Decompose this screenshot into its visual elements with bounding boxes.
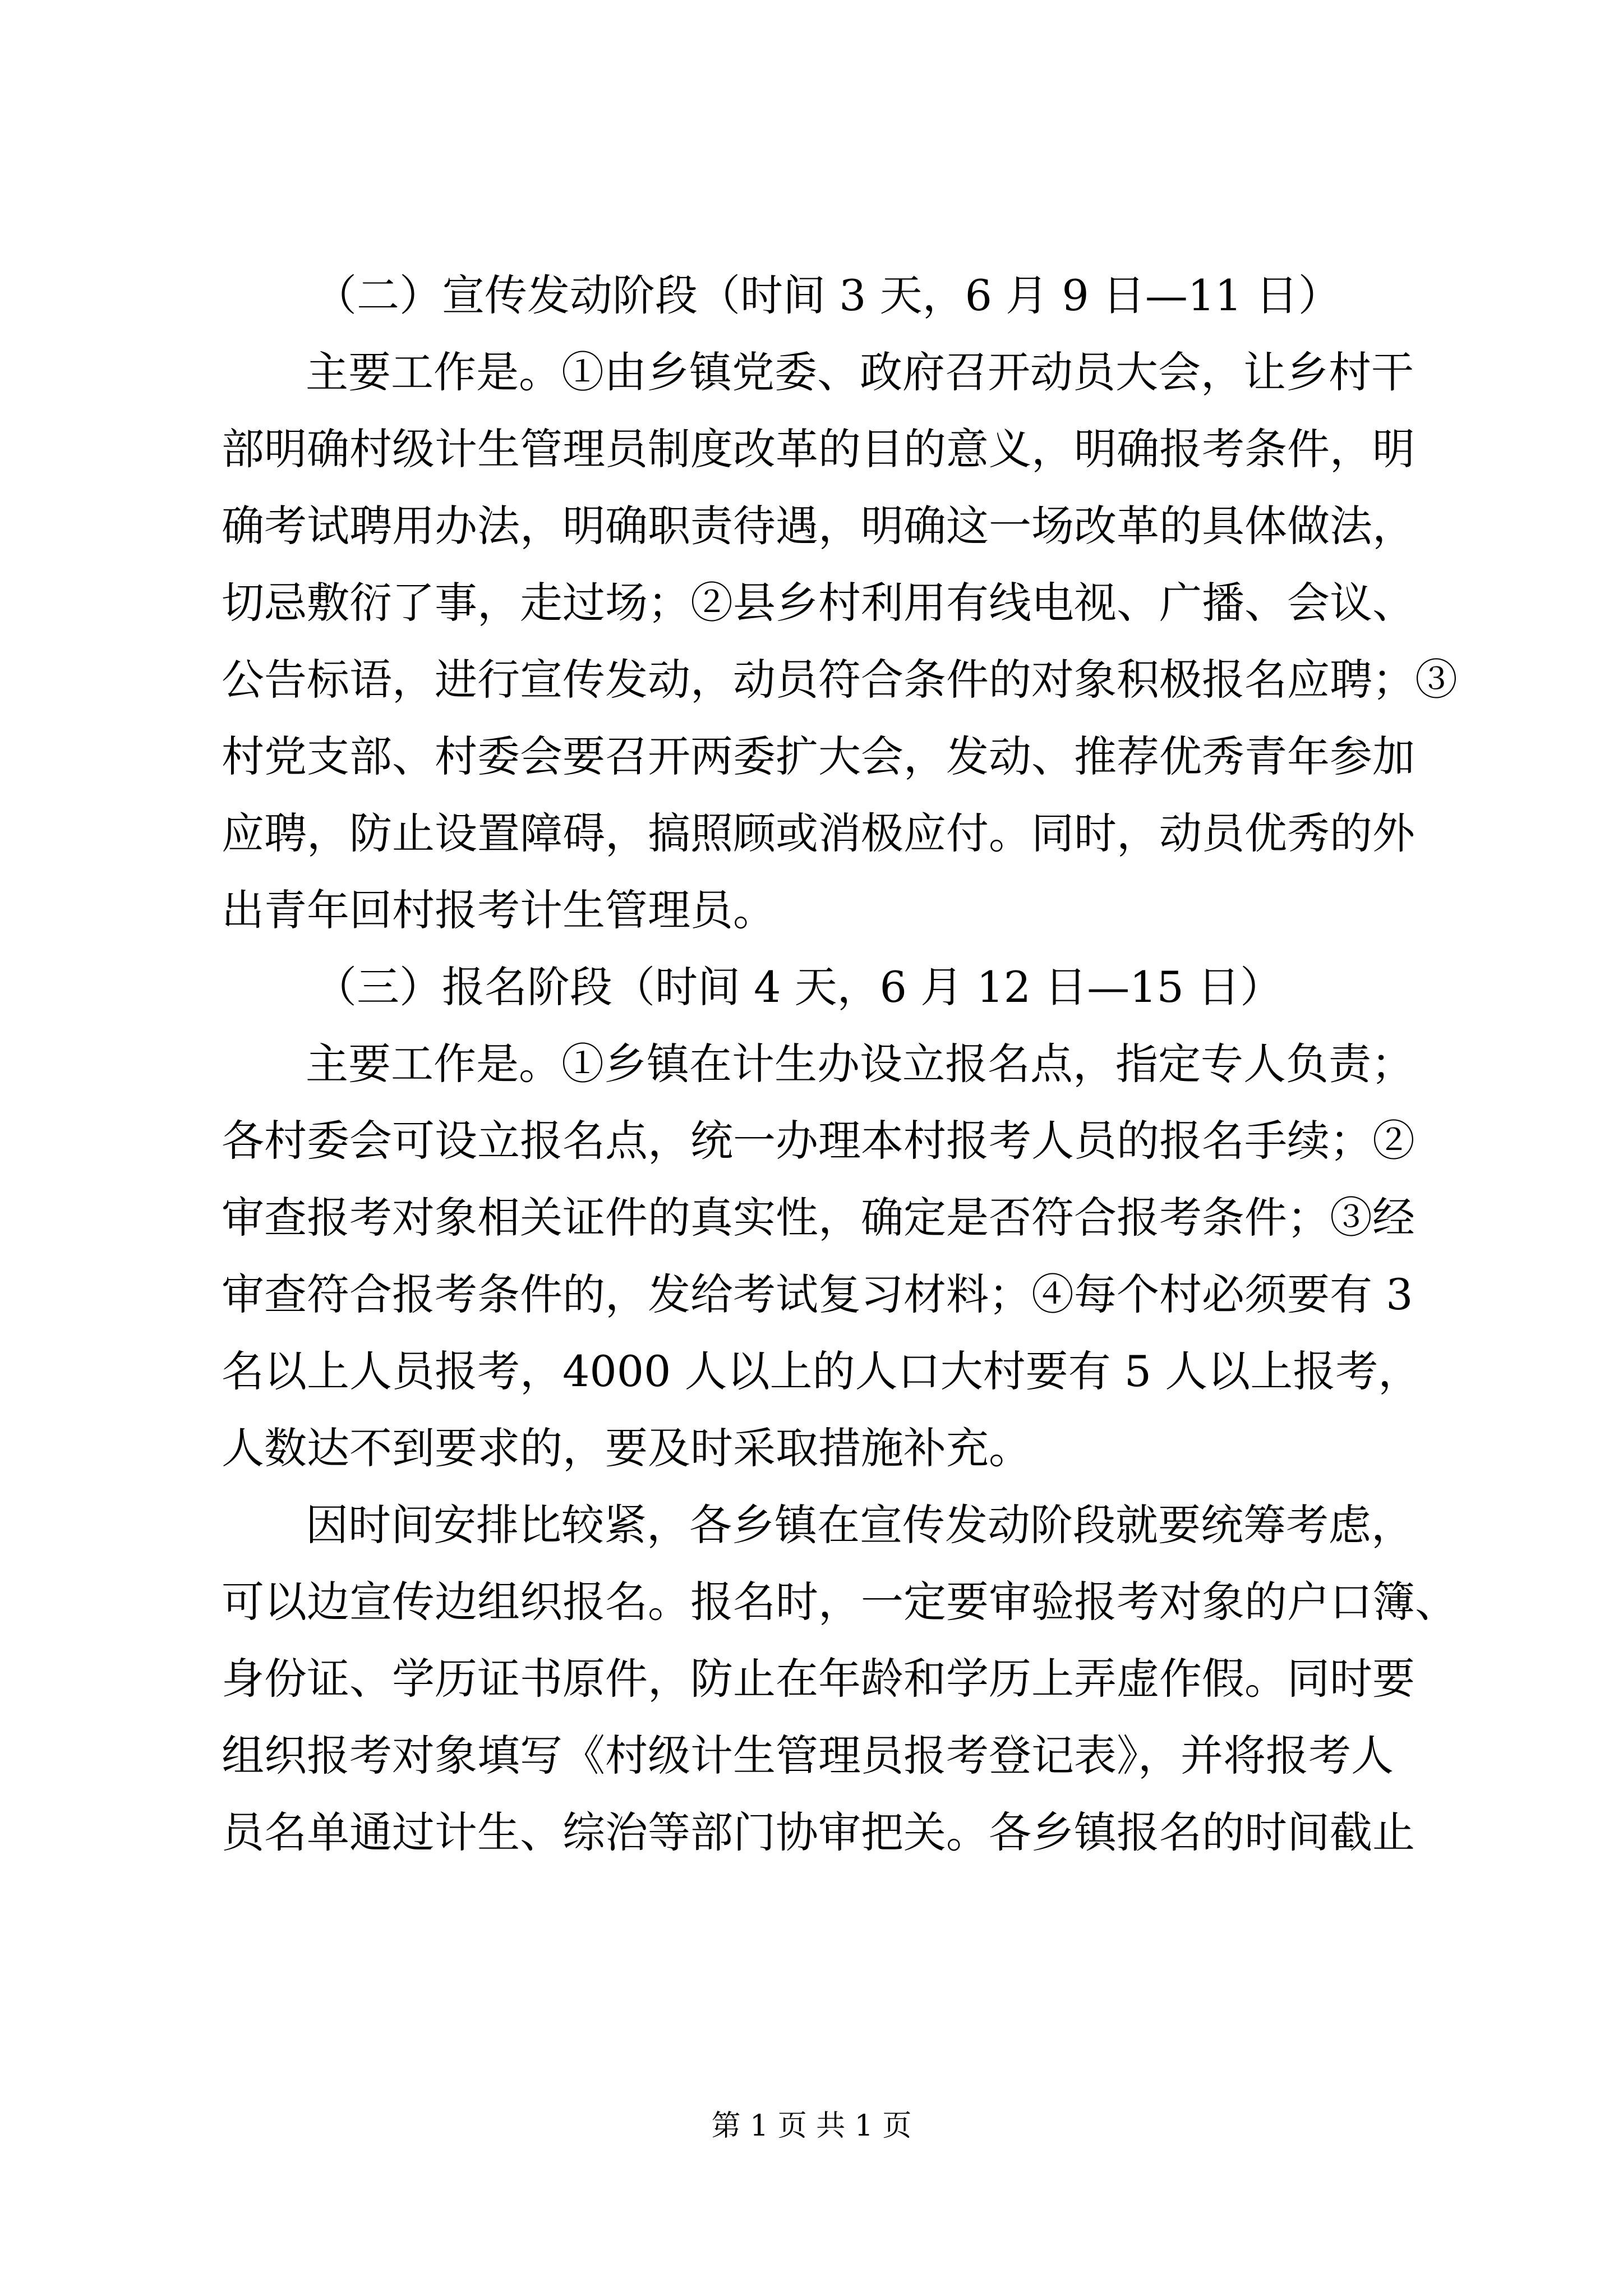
paragraph-line: 人数达不到要求的，要及时采取措施补充。: [222, 1423, 1031, 1473]
document-body: [222, 257, 1458, 1871]
paragraph-line: 员名单通过计生、综治等部门协审把关。各乡镇报名的时间截止: [222, 1807, 1415, 1857]
paragraph-line: 审查报考对象相关证件的真实性，确定是否符合报考条件；③经: [222, 1193, 1415, 1243]
paragraph-line: 公告标语，进行宣传发动，动员符合条件的对象积极报名应聘；③: [222, 655, 1458, 705]
paragraph-line: 主要工作是。①乡镇在计生办设立报名点，指定专人负责；: [306, 1039, 1414, 1089]
section-heading-publicity: （二）宣传发动阶段（时间 3 天，6 月 9 日—11 日）: [314, 270, 1341, 320]
paragraph-line: 因时间安排比较紧，各乡镇在宣传发动阶段就要统筹考虑，: [306, 1500, 1414, 1550]
paragraph-line: 组织报考对象填写《村级计生管理员报考登记表》，并将报考人: [222, 1731, 1394, 1780]
paragraph-line: 审查符合报考条件的，发给考试复习材料；④每个村必须要有 3: [222, 1269, 1413, 1319]
paragraph-line: 应聘，防止设置障碍，搞照顾或消极应付。同时，动员优秀的外: [222, 808, 1415, 858]
paragraph-line: 村党支部、村委会要召开两委扩大会，发动、推荐优秀青年参加: [222, 731, 1415, 781]
paragraph-line: 各村委会可设立报名点，统一办理本村报考人员的报名手续；②: [222, 1116, 1415, 1166]
paragraph-line: 主要工作是。①由乡镇党委、政府召开动员大会，让乡村干: [306, 347, 1414, 397]
paragraph-line: 可以边宣传边组织报名。报名时，一定要审验报考对象的户口簿、: [222, 1577, 1458, 1627]
paragraph-line: 部明确村级计生管理员制度改革的目的意义，明确报考条件，明: [222, 424, 1415, 474]
section-heading-registration: （三）报名阶段（时间 4 天，6 月 12 日—15 日）: [314, 962, 1283, 1012]
paragraph-line: 出青年回村报考计生管理员。: [222, 885, 776, 935]
paragraph-line: 确考试聘用办法，明确职责待遇，明确这一场改革的具体做法，: [222, 501, 1415, 551]
paragraph-line: 名以上人员报考，4000 人以上的人口大村要有 5 人以上报考，: [222, 1346, 1421, 1396]
page-number-footer: 第 1 页 共 1 页: [711, 2109, 912, 2143]
paragraph-line: 切忌敷衍了事，走过场；②县乡村利用有线电视、广播、会议、: [222, 578, 1415, 628]
paragraph-line: 身份证、学历证书原件，防止在年龄和学历上弄虚作假。同时要: [222, 1654, 1415, 1704]
